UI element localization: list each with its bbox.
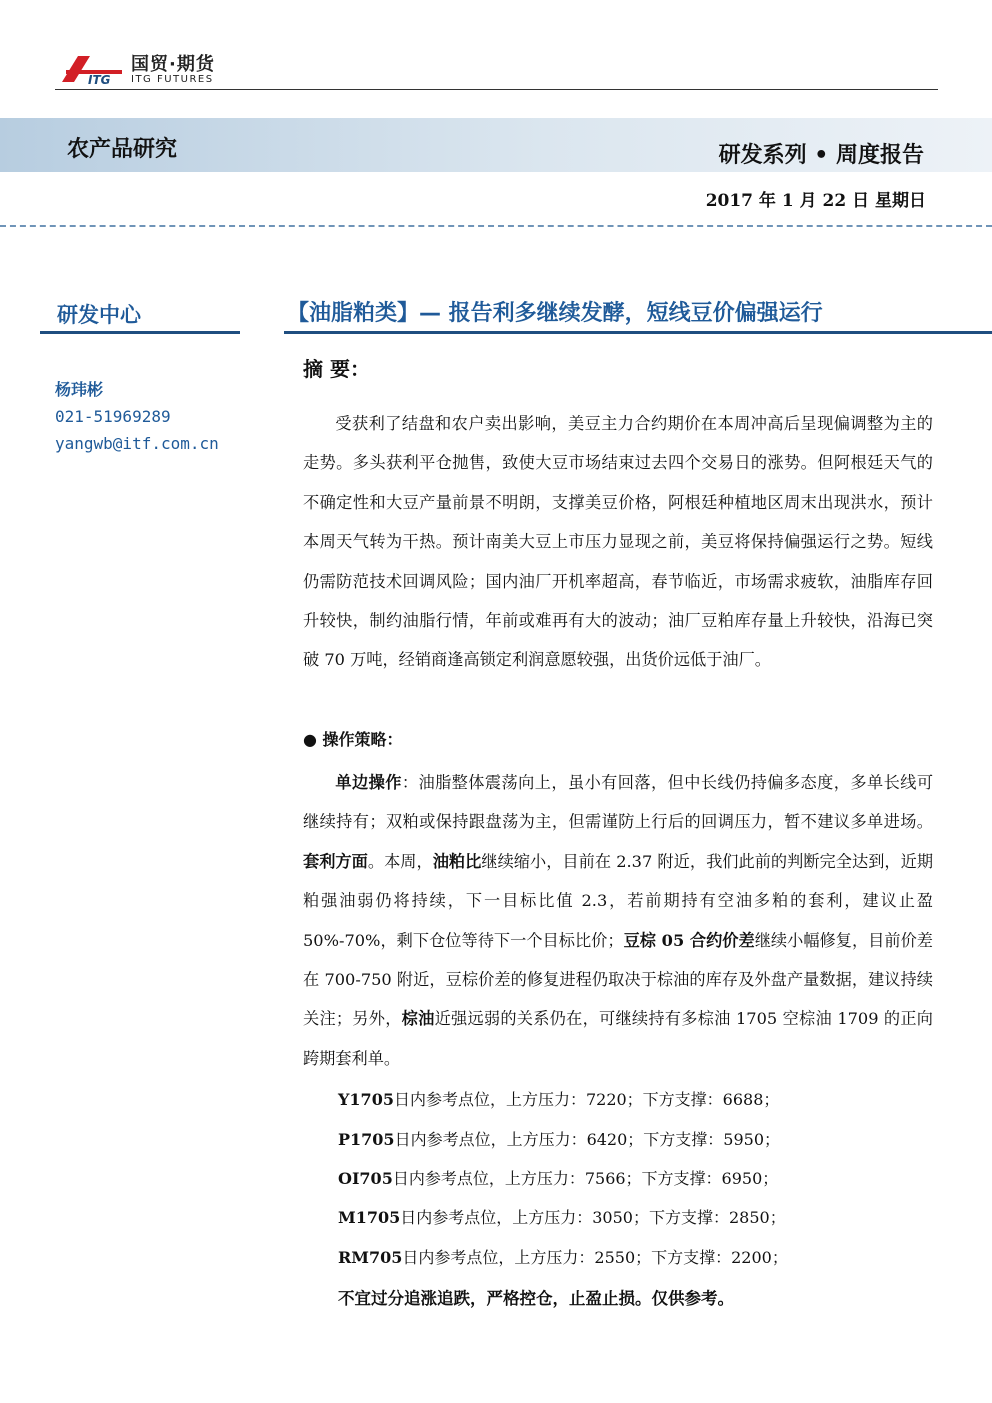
section-title: 农产品研究: [67, 137, 178, 162]
header-divider: [55, 89, 938, 90]
strategy-text-palm: 近强远弱的关系仍在，可继续持有多棕油 1705 空棕油 1709 的正向跨期套利单。: [303, 1009, 933, 1068]
contract-code: P1705: [338, 1130, 395, 1149]
level-line: [338, 1088, 779, 1112]
level-text: 日内参考点位，上方压力：7566；下方支撑：6950；: [392, 1169, 779, 1188]
contract-code: M1705: [338, 1208, 401, 1227]
strategy-text-soy-palm: 继续小幅修复，目前价差在 700-750 附近，豆棕价差的修复进程仍取决于棕油的库存及外盘产量数据，建议持续关注；另外，: [303, 930, 933, 1029]
author-phone: 021-51969289: [55, 407, 171, 426]
dashed-divider: [0, 225, 992, 227]
strategy-text-arbitrage: 。本周，: [367, 851, 433, 871]
company-logo: [58, 48, 228, 88]
contract-code: RM705: [338, 1248, 403, 1267]
strategy-label-arbitrage: 套利方面: [303, 851, 368, 871]
strategy-heading: [303, 727, 403, 750]
level-line: [338, 1128, 780, 1152]
logo-text-cn: 国贸·期货: [131, 54, 215, 75]
level-line: [338, 1246, 788, 1270]
author-name: 杨玮彬: [55, 380, 104, 399]
title-divider: [284, 331, 992, 334]
strategy-label-palm: 棕油: [401, 1009, 435, 1029]
report-title: 【油脂粕类】— 报告利多继续发酵，短线豆价偏强运行: [287, 301, 823, 326]
strategy-body: [303, 763, 933, 1078]
itg-logo-icon: [58, 52, 122, 86]
author-email[interactable]: yangwb@itf.com.cn: [55, 434, 219, 453]
contract-code: OI705: [338, 1169, 393, 1188]
level-line: [338, 1206, 786, 1230]
strategy-heading-text: 操作策略：: [322, 730, 403, 749]
logo-text-en: ITG FUTURES: [131, 74, 214, 85]
level-text: 日内参考点位，上方压力：2550；下方支撑：2200；: [402, 1248, 788, 1267]
abstract-heading: 摘 要：: [303, 357, 370, 381]
level-text: 日内参考点位，上方压力：7220；下方支撑：6688；: [393, 1090, 780, 1109]
author-info: [55, 376, 219, 457]
bullet-icon: ●: [303, 730, 323, 749]
strategy-text-oil-meal: 继续缩小，目前在 2.37 附近，我们此前的判断完全达到，近期粕强油弱仍将持续，下一目标比值 2.3，若前期持有空油多粕的套利，建议止盈 50%-70%，剩下仓位等待下一个目标比价；: [303, 851, 934, 950]
risk-warning: 不宜过分追涨追跌，严格控仓，止盈止损。仅供参考。: [338, 1289, 734, 1308]
strategy-label-oil-meal: 油粕比: [432, 851, 482, 871]
level-line: [338, 1167, 778, 1191]
strategy-text-single: ：油脂整体震荡向上，虽小有回落，但中长线仍持偏多态度，多单长线可继续持有；双粕或保持跟盘荡为主，但需谨防上行后的回调压力，暂不建议多单进场。: [303, 773, 934, 832]
abstract-paragraph: 受获利了结盘和农户卖出影响，美豆主力合约期价在本周冲高后呈现偏调整为主的走势。多头获利平仓抛售，致使大豆市场结束过去四个交易日的涨势。但阿根廷天气的不确定性和大豆产量前景不明朗，支撑美豆价格，阿根廷种植地区周末出现洪水，预计本周天气转为干热。预计南美大豆上市压力显现之前，美豆将保持偏强运行之势。短线仍需防范技术回调风险；国内油厂开机率超高，春节临近，市场需求疲软，油脂库存回升较快，制约油脂行情，年前或难再有大的波动；油厂豆粕库存量上升较快，沿海已突破 70 万吨，经销商逢高锁定利润意愿较强，出货价远低于油厂。: [303, 414, 933, 670]
contract-code: Y1705: [338, 1090, 394, 1109]
strategy-paragraph: [303, 763, 933, 1078]
abstract-body: [303, 404, 933, 680]
level-text: 日内参考点位，上方压力：6420；下方支撑：5950；: [394, 1130, 781, 1149]
level-text: 日内参考点位，上方压力：3050；下方支撑：2850；: [400, 1208, 786, 1227]
sidebar-title: 研发中心: [57, 303, 141, 327]
strategy-label-single: 单边操作: [335, 773, 402, 792]
strategy-label-soy-palm: 豆棕 05 合约价差: [623, 930, 755, 950]
sidebar-divider: [40, 331, 240, 334]
report-date: 2017 年 1 月 22 日 星期日: [705, 191, 926, 211]
logo-mark-text: ITG: [88, 73, 111, 86]
series-title: 研发系列 • 周度报告: [718, 143, 924, 168]
